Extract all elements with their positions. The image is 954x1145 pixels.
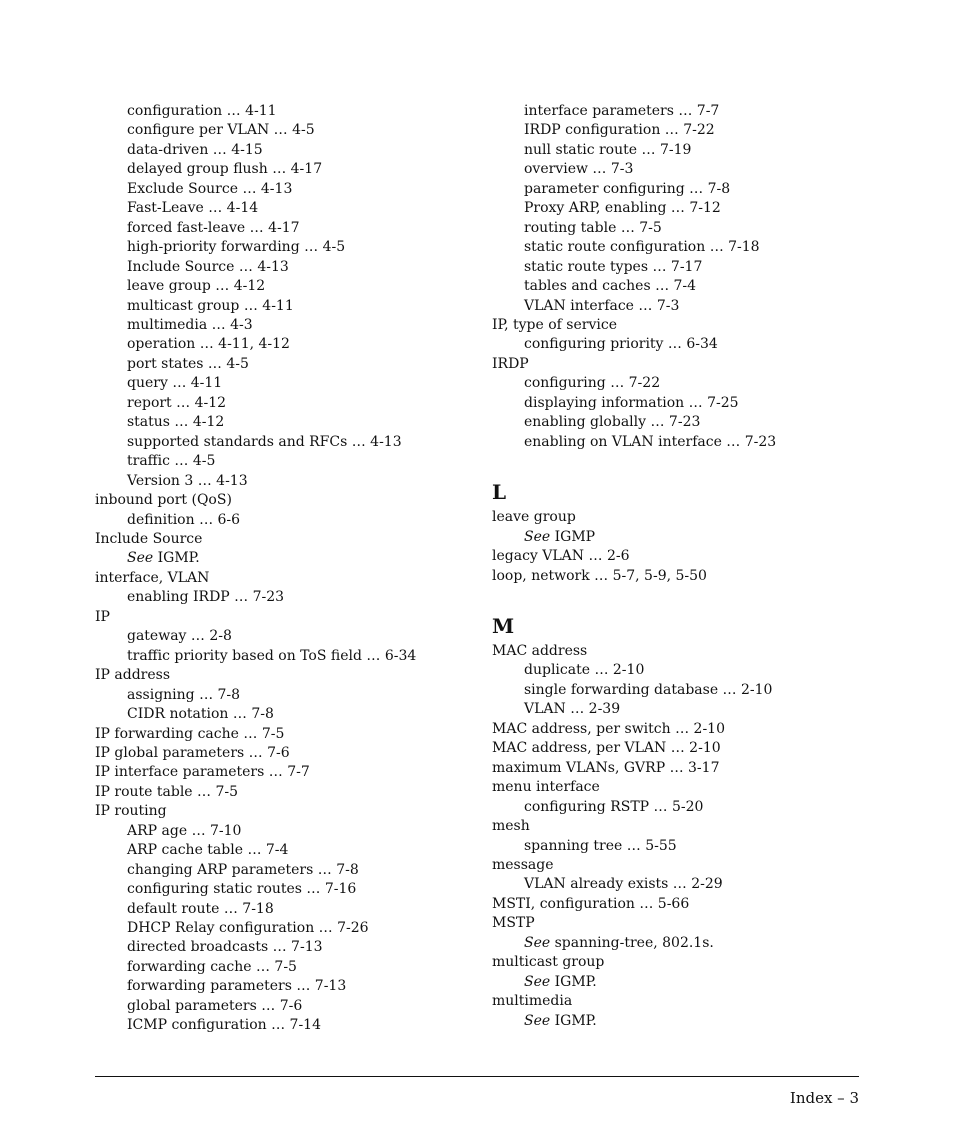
index-entry-text: delayed group flush … 4-17 [127,161,323,178]
index-entry-text: displaying information … 7-25 [524,394,739,411]
index-entry-text: routing table … 7-5 [524,219,662,236]
index-entry [492,316,872,335]
index-entry-text: DHCP Relay configuration … 7-26 [127,920,369,937]
index-entry-text: definition … 6-6 [127,511,241,528]
index-entry-text: configuration … 4-11 [127,103,277,119]
index-entry-text: ICMP configuration … 7-14 [127,1017,321,1034]
index-entry-text: data-driven … 4-15 [127,141,263,158]
index-entry-text: VLAN interface … 7-3 [524,297,680,314]
index-subentry [95,861,475,880]
index-entry-text: VLAN already exists … 2-29 [524,876,723,893]
index-entry-text: IGMP [554,528,596,545]
index-entry-text: IP route table … 7-5 [95,783,239,800]
index-subentry [95,316,475,335]
index-entry-text: MAC address, per switch … 2-10 [492,720,725,737]
index-subentry [95,180,475,199]
index-subentry [95,1016,475,1035]
index-subentry [95,394,475,413]
index-entry-text: static route types … 7-17 [524,258,703,275]
index-subentry [95,258,475,277]
index-subentry [95,647,475,666]
index-entry-text: MAC address, per VLAN … 2-10 [492,740,721,757]
index-subentry [492,837,872,856]
index-entry-text: loop, network … 5-7, 5-9, 5-50 [492,567,707,584]
see-reference-label: See [524,934,551,951]
index-entry [492,992,872,1011]
index-subentry [492,297,872,316]
index-subentry [95,841,475,860]
index-subentry [492,875,872,894]
page-number: Index – 3 [789,1089,859,1107]
index-entry-text: IP interface parameters … 7-7 [95,764,310,781]
index-entry-text: MAC address [492,642,588,659]
index-entry-text: interface parameters … 7-7 [524,103,720,119]
index-subentry [492,199,872,218]
index-entry [492,508,872,527]
index-entry-text: ARP cache table … 7-4 [127,842,289,859]
index-entry-text: forwarding cache … 7-5 [127,958,297,975]
index-subentry [95,374,475,393]
index-entry [492,355,872,374]
index-entry-text: query … 4-11 [127,375,223,392]
index-entry [492,895,872,914]
index-entry [95,569,475,588]
index-subentry [95,121,475,140]
index-subentry [492,394,872,413]
index-subentry [492,219,872,238]
index-entry-text: global parameters … 7-6 [127,997,303,1014]
index-entry-text: configuring priority … 6-34 [524,336,718,353]
index-subentry [95,977,475,996]
index-entry-text: menu interface [492,779,600,796]
index-entry-text: IRDP [492,355,529,372]
index-entry-text: IGMP. [554,1012,597,1029]
index-entry-text: VLAN … 2-39 [524,701,621,718]
index-entry-text: spanning-tree, 802.1s. [554,934,714,951]
index-entry-text: MSTI, configuration … 5-66 [492,895,690,912]
index-entry-text: report … 4-12 [127,394,227,411]
index-column-left [95,102,475,1036]
index-entry-text: ARP age … 7-10 [127,822,242,839]
index-entry-text: supported standards and RFCs … 4-13 [127,433,402,450]
index-entry-text: Proxy ARP, enabling … 7-12 [524,200,721,217]
index-subentry [95,511,475,530]
index-entry [492,856,872,875]
index-subentry [492,934,872,953]
index-entry-text: configuring RSTP … 5-20 [524,798,704,815]
index-entry-text: interface, VLAN [95,569,210,586]
index-entry-text: legacy VLAN … 2-6 [492,548,630,565]
index-entry-text: default route … 7-18 [127,900,274,917]
index-letter-heading: M [492,613,515,638]
index-subentry [492,180,872,199]
see-reference-label: See [127,550,154,567]
index-entry-text: message [492,856,554,873]
index-entry-text: operation … 4-11, 4-12 [127,336,290,353]
index-entry-text: high-priority forwarding … 4-5 [127,239,346,256]
index-subentry [95,452,475,471]
index-subentry [95,705,475,724]
index-subentry [95,160,475,179]
index-entry-text: IP routing [95,803,167,820]
index-letter-heading: L [492,480,507,505]
index-entry-text: CIDR notation … 7-8 [127,706,274,723]
index-subentry [95,355,475,374]
index-subentry [95,238,475,257]
index-subentry [95,433,475,452]
index-entry-text: IGMP. [157,550,200,567]
index-subentry [95,880,475,899]
index-entry-text: assigning … 7-8 [127,686,241,703]
index-entry-text: IP address [95,667,171,684]
index-subentry [492,238,872,257]
index-subentry [95,141,475,160]
index-subentry [492,102,872,121]
index-subentry [95,335,475,354]
index-entry-text: multimedia [492,993,573,1010]
index-entry-text: enabling globally … 7-23 [524,414,701,431]
index-entry-text: multimedia … 4-3 [127,316,253,333]
index-entry-text: overview … 7-3 [524,161,634,178]
index-entry-text: mesh [492,818,530,835]
index-entry-text: Exclude Source … 4-13 [127,180,293,197]
index-entry-text: MSTP [492,915,535,932]
index-entry-text: directed broadcasts … 7-13 [127,939,323,956]
index-entry [492,642,872,661]
index-subentry [492,374,872,393]
index-entry-text: Version 3 … 4-13 [127,472,248,489]
index-entry-text: configuring … 7-22 [524,375,661,392]
index-subentry [492,141,872,160]
index-entry-text: parameter configuring … 7-8 [524,180,731,197]
index-subentry [95,297,475,316]
index-subentry [95,277,475,296]
see-reference-label: See [524,1012,551,1029]
index-entry-text: Fast-Leave … 4-14 [127,200,259,217]
index-subentry [492,798,872,817]
see-reference-label: See [524,528,551,545]
index-subentry [95,627,475,646]
index-subentry [492,121,872,140]
index-column-right [492,102,872,1031]
index-subentry [95,588,475,607]
index-subentry [95,102,475,121]
index-entry-text: configuring static routes … 7-16 [127,881,357,898]
index-entry-text: null static route … 7-19 [524,141,692,158]
index-entry-text: multicast group [492,954,605,971]
index-entry-text: IP, type of service [492,316,617,333]
index-entry-text: forced fast-leave … 4-17 [127,219,300,236]
index-entry [95,744,475,763]
index-entry-text: configure per VLAN … 4-5 [127,122,315,139]
index-subentry [492,160,872,179]
index-entry-text: static route configuration … 7-18 [524,239,760,256]
index-entry [492,953,872,972]
index-entry [492,547,872,566]
index-entry-text: port states … 4-5 [127,355,249,372]
index-entry-text: status … 4-12 [127,414,225,431]
index-subentry [95,549,475,568]
index-entry [95,666,475,685]
index-entry [95,783,475,802]
index-entry-text: leave group [492,509,576,526]
see-reference-label: See [524,973,551,990]
index-subentry [95,472,475,491]
index-subentry [95,413,475,432]
index-entry [492,914,872,933]
index-subentry [492,335,872,354]
index-subentry [492,661,872,680]
index-entry-text: spanning tree … 5-55 [524,837,677,854]
index-subentry [95,900,475,919]
index-subentry [95,686,475,705]
index-entry-text: leave group … 4-12 [127,278,266,295]
index-entry-text: duplicate … 2-10 [524,662,645,679]
index-subentry [95,997,475,1016]
index-subentry [95,822,475,841]
index-entry-text: gateway … 2-8 [127,628,232,645]
index-entry-text: IP forwarding cache … 7-5 [95,725,285,742]
index-subentry [95,938,475,957]
index-entry [492,759,872,778]
index-entry-text: single forwarding database … 2-10 [524,681,773,698]
index-entry-text: maximum VLANs, GVRP … 3-17 [492,759,720,776]
index-entry-text: IRDP configuration … 7-22 [524,122,715,139]
index-subentry [492,277,872,296]
index-subentry [95,958,475,977]
index-subentry [492,258,872,277]
index-entry [492,739,872,758]
index-subentry [95,219,475,238]
index-subentry [492,681,872,700]
index-entry [492,817,872,836]
index-entry-text: IGMP. [554,973,597,990]
index-entry-text: traffic priority based on ToS field … 6-34 [127,647,417,664]
index-entry [95,491,475,510]
index-subentry [95,199,475,218]
index-entry-text: enabling on VLAN interface … 7-23 [524,433,777,450]
index-subentry [492,528,872,547]
index-subentry [95,919,475,938]
index-subentry [492,700,872,719]
index-entry-text: inbound port (QoS) [95,492,232,509]
index-entry-text: Include Source [95,530,203,547]
index-entry-text: tables and caches … 7-4 [524,278,697,295]
index-entry [95,530,475,549]
index-entry [95,763,475,782]
index-entry [492,778,872,797]
index-subentry [492,973,872,992]
index-subentry [492,1012,872,1031]
index-entry-text: traffic … 4-5 [127,453,216,470]
index-entry-text: changing ARP parameters … 7-8 [127,861,359,878]
index-entry [492,567,872,586]
index-entry [95,725,475,744]
index-entry-text: enabling IRDP … 7-23 [127,589,285,606]
footer-rule [95,1076,859,1077]
index-entry-text: forwarding parameters … 7-13 [127,978,347,995]
index-entry [492,720,872,739]
index-entry-text: multicast group … 4-11 [127,297,294,314]
index-entry [95,608,475,627]
index-subentry [492,433,872,452]
index-entry-text: Include Source … 4-13 [127,258,289,275]
index-entry [95,802,475,821]
index-subentry [492,413,872,432]
index-entry-text: IP global parameters … 7-6 [95,744,290,761]
index-entry-text: IP [95,608,110,625]
